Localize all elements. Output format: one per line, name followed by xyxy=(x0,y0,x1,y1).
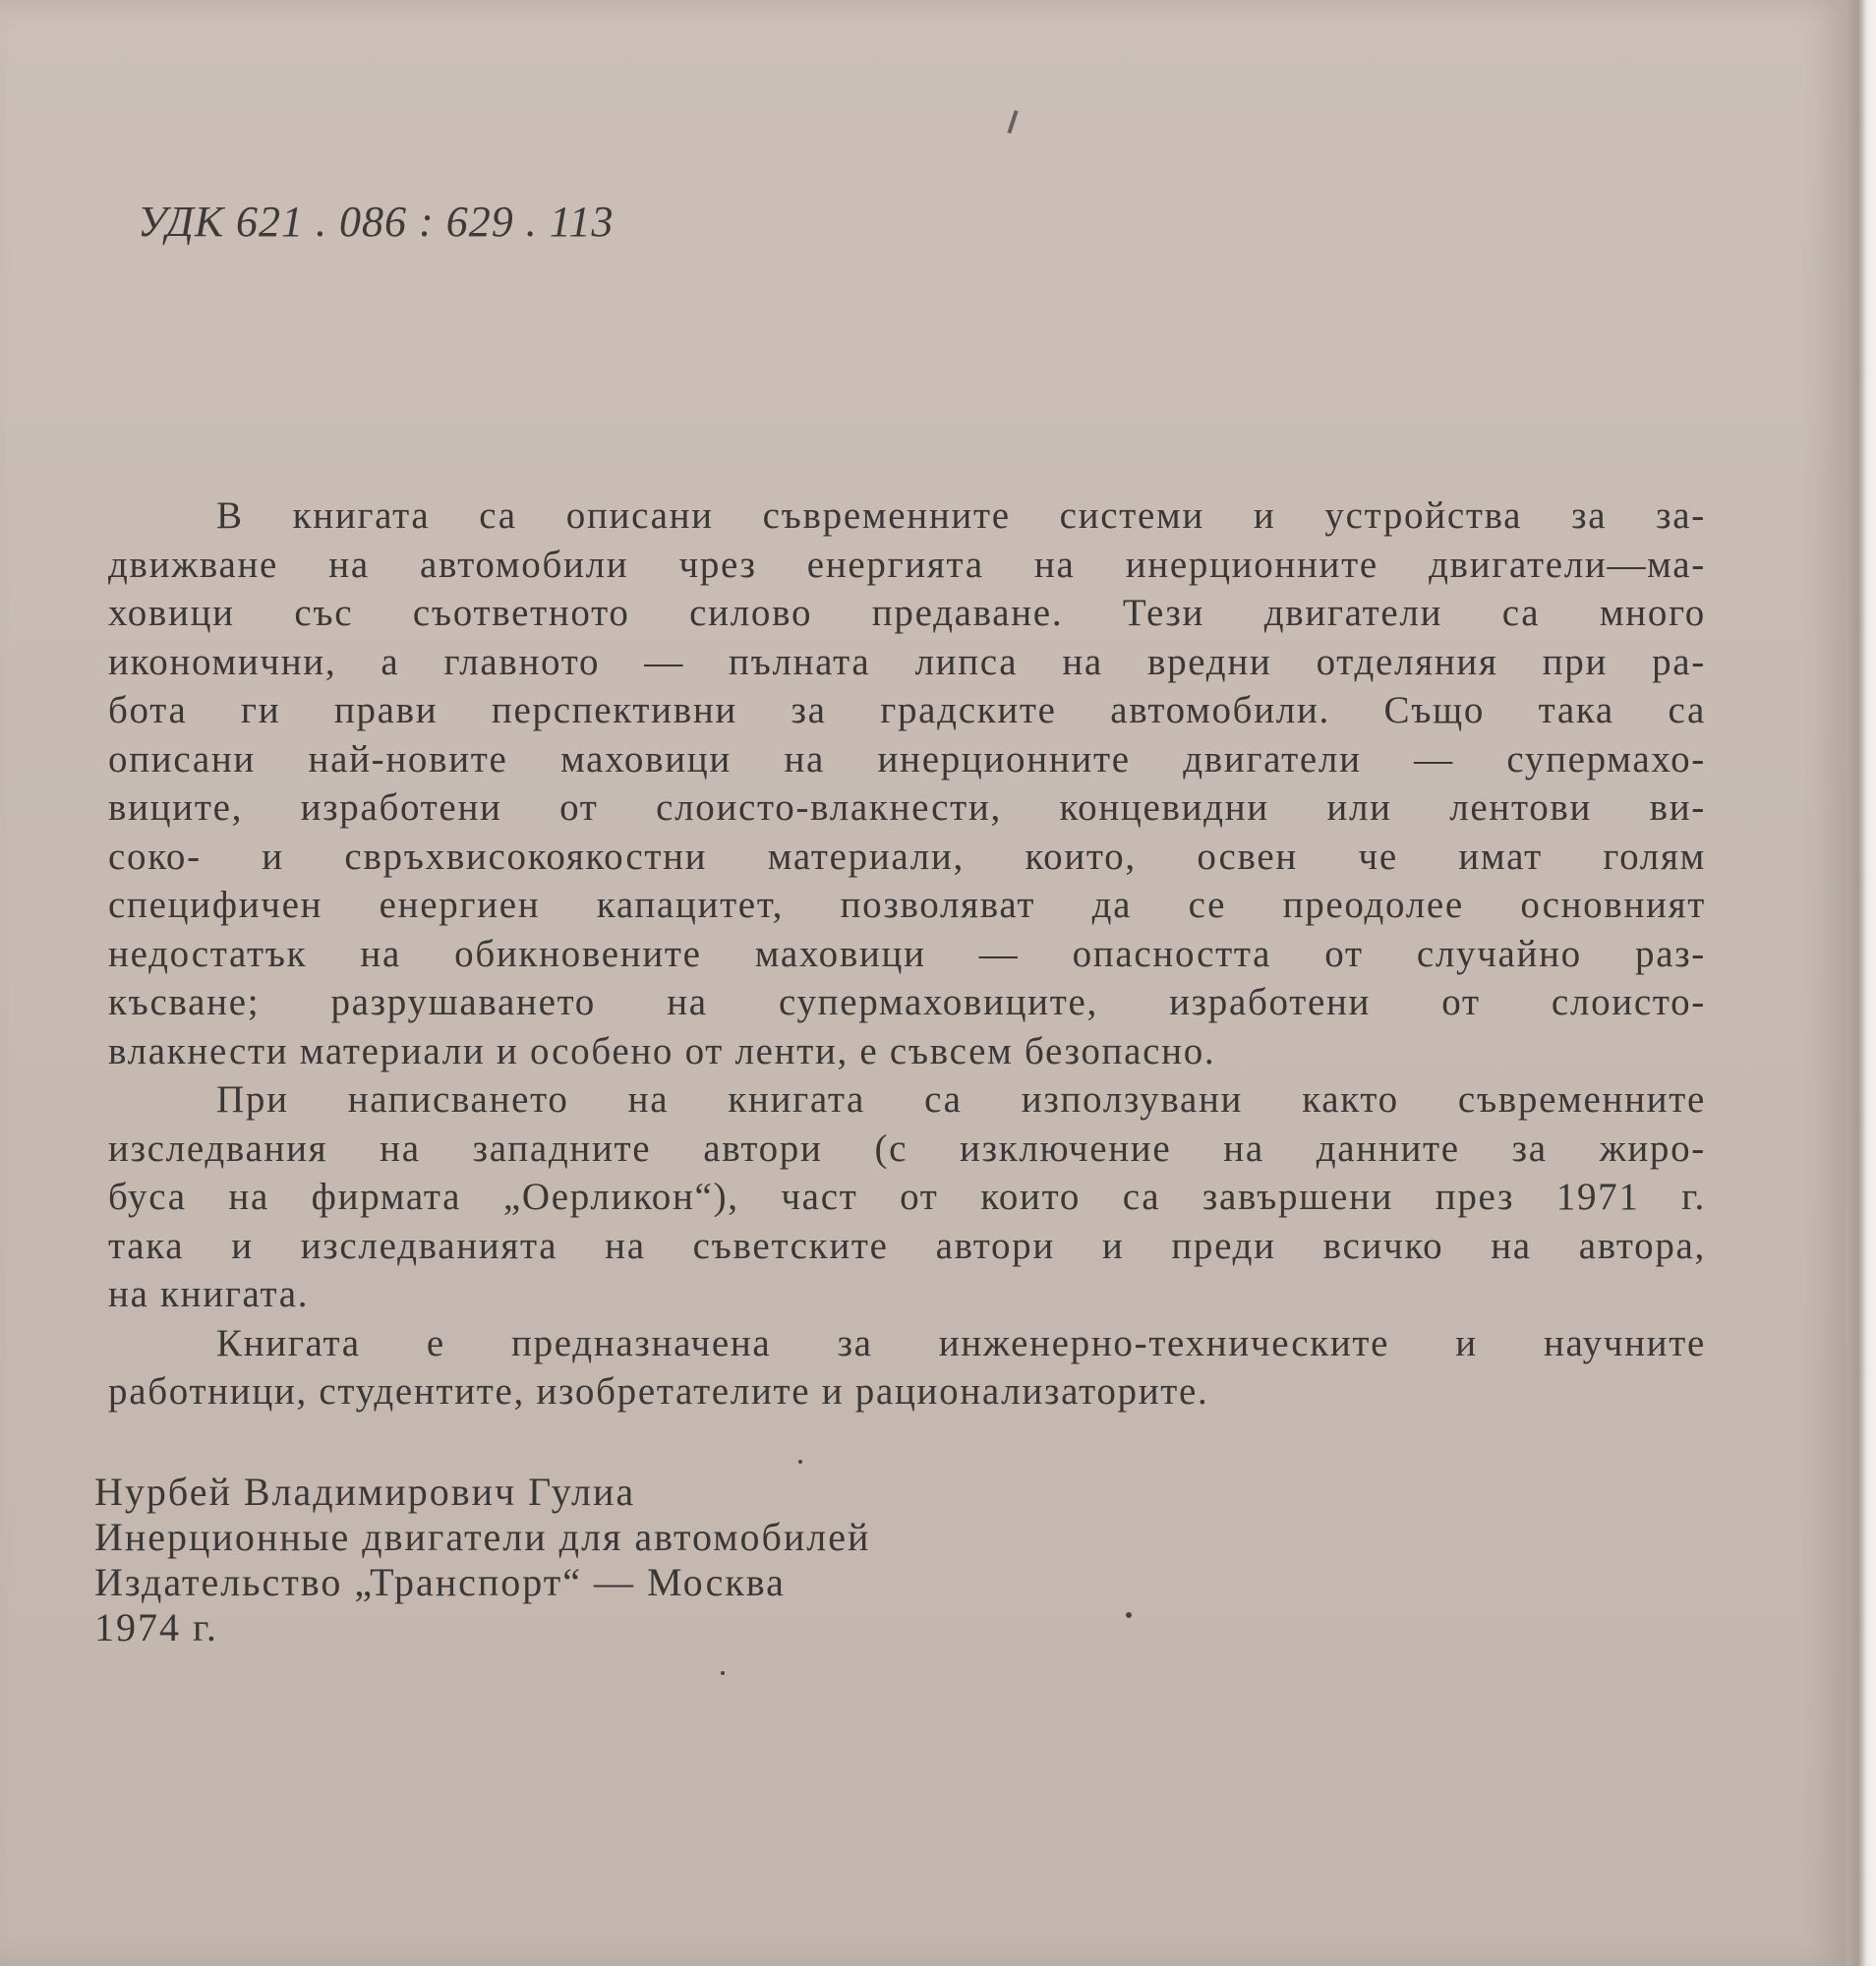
text-line: икономични, а главното — пълната липса на вредни отделяния при ра- xyxy=(108,640,1706,683)
text-line: изследвания на западните автори (с изключение на данните за жиро- xyxy=(108,1127,1706,1170)
text-line: влакнести материали и особено от ленти, е съвсем безопасно. xyxy=(108,1029,1216,1072)
imprint-publisher: Издательство „Транспорт“ — Москва xyxy=(94,1560,786,1604)
text-line: буса на фирмата „Оерликон“), част от които са завършени през 1971 г. xyxy=(108,1176,1706,1218)
imprint-title: Инерционные двигатели для автомобилей xyxy=(94,1515,871,1559)
text-line: ховици със съответното силово предаване. Тези двигатели са много xyxy=(108,592,1706,634)
text-line: При написването на книгата са използувани както съвременните xyxy=(216,1078,1706,1121)
imprint-block xyxy=(94,1470,870,1650)
page-edge xyxy=(1847,0,1876,1966)
text-line: соко- и свръхвисокоякостни материали, които, освен че имат голям xyxy=(108,835,1706,878)
text-line: В книгата са описани съвременните системи и устройства за за- xyxy=(216,494,1706,537)
annotation-paragraph-1 xyxy=(108,492,1706,1075)
text-line: недостатък на обикновените маховици — опасността от случайно раз- xyxy=(108,932,1706,975)
udk-code: УДК 621 . 086 : 629 . 113 xyxy=(138,198,615,246)
ink-speck xyxy=(1126,1612,1132,1618)
imprint-year: 1974 г. xyxy=(94,1605,218,1649)
imprint-author: Нурбей Владимирович Гулиа xyxy=(94,1470,636,1514)
ink-speck xyxy=(798,1460,802,1464)
text-line: работници, студентите, изобретателите и рационализаторите. xyxy=(108,1370,1209,1413)
ink-speck xyxy=(721,1671,725,1675)
text-line: специфичен енергиен капацитет, позволяват да се преодолее основният xyxy=(108,884,1706,926)
pencil-mark xyxy=(1007,110,1018,134)
annotation-text xyxy=(108,492,1706,1417)
text-line: описани най-новите маховици на инерционните двигатели — супермахо- xyxy=(108,737,1706,781)
text-line: бота ги прави перспективни за градските автомобили. Също така са xyxy=(108,689,1706,731)
text-line: виците, изработени от слоисто-влакнести, концевидни или лентови ви- xyxy=(108,786,1706,829)
text-line: на книгата. xyxy=(108,1273,310,1315)
annotation-paragraph-2 xyxy=(108,1075,1706,1319)
text-line: движване на автомобили чрез енергията на инерционните двигатели—ма- xyxy=(108,543,1706,586)
annotation-paragraph-3 xyxy=(108,1319,1706,1417)
text-line: така и изследванията на съветските автори и преди всичко на автора, xyxy=(108,1224,1706,1267)
text-line: късване; разрушаването на супермаховиците, изработени от слоисто- xyxy=(108,981,1706,1023)
text-line: Книгата е предназначена за инженерно-техническите и научните xyxy=(216,1321,1706,1364)
